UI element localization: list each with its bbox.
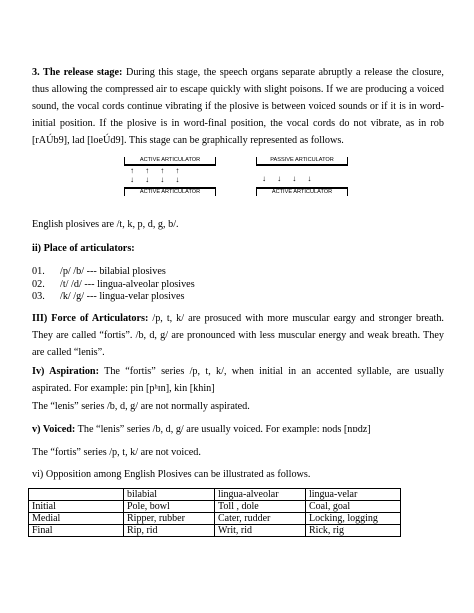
down-arrows-left: ↓ ↓ ↓ ↓ — [130, 175, 180, 184]
release-stage-text: During this stage, the speech organs separate abruptly a release the closure, thus allowing the compressed air to escape quickly with slight poisons. If we are producing a voiced sound, the vocal cords continue vibrating if the plosive is between voiced sounds or if it is in word-initial position. If the plosive is in word-final position, the vocal cords do not vibrate, as in rob [rAÚb9], lad [loeÚd9]. This stage can be graphically represented as follows. — [32, 67, 444, 146]
place-list — [32, 266, 195, 304]
active-articulator-right-label: ACTIVE ARTICULATOR — [271, 189, 333, 195]
force-paragraph — [32, 310, 444, 361]
active-articulator-top-bar — [124, 157, 216, 166]
release-stage-paragraph — [32, 64, 444, 149]
list-item: 02. /t/ /d/ --- lingua-alveolar plosives — [32, 278, 195, 290]
passive-articulator-label: PASSIVE ARTICULATOR — [270, 157, 334, 163]
voiced-paragraph — [32, 421, 444, 438]
opposition-table — [28, 488, 401, 537]
list-item: 01. /p/ /b/ --- bilabial plosives — [32, 266, 166, 277]
active-articulator-top-label: ACTIVE ARTICULATOR — [139, 157, 201, 163]
place-heading: ii) Place of articulators: — [32, 243, 135, 254]
aspiration-paragraph — [32, 363, 444, 397]
aspiration-heading: Iv) Aspiration: — [32, 366, 99, 377]
release-diagram-left — [124, 157, 214, 199]
active-articulator-bottom-label: ACTIVE ARTICULATOR — [139, 189, 201, 195]
lenis-note: The “lenis” series /b, d, g/ are not normally aspirated. — [32, 401, 250, 412]
up-arrows: ↑ ↑ ↑ ↑ — [130, 166, 180, 175]
passive-articulator-bar — [256, 157, 348, 166]
table-header-row: bilabial lingua-alveolar lingua-velar — [29, 489, 401, 501]
table-row: Medial Ripper, rubber Cater, rudder Locking, logging — [29, 513, 401, 525]
force-heading: III) Force of Articulators: — [32, 313, 149, 324]
voiced-heading: v) Voiced: — [32, 424, 76, 435]
table-row: Initial Pole, bowl Toll , dole Coal, goal — [29, 501, 401, 513]
aspiration-text: The “fortis” series /p, t, k/, when initial in an accented syllable, are usually aspirated. For example: pin [pʰɪn], kin [khin] — [32, 366, 444, 394]
opposition-intro: vi) Opposition among English Plosives can be illustrated as follows. — [32, 469, 311, 480]
active-articulator-bottom-bar — [124, 187, 216, 196]
voiced-text: The “lenis” series /b, d, g/ are usually voiced. For example: nods [nɒdz] — [75, 424, 371, 435]
list-item: 03. /k/ /g/ --- lingua-velar plosives — [32, 291, 185, 302]
down-arrows-right: ↓ ↓ ↓ ↓ — [262, 174, 312, 183]
fortis-note: The “fortis” series /p, t, k/ are not voiced. — [32, 447, 201, 458]
plosives-line: English plosives are /t, k, p, d, g, b/. — [32, 219, 179, 230]
release-stage-heading: 3. The release stage: — [32, 67, 123, 78]
release-diagram-right — [256, 157, 346, 199]
force-text: /p, t, k/ are prosuced with more muscular eargy and stronger breath. They are called “fortis”. /b, d, g/ are pronounced with less muscular energy and weak breath. They are called “lenis”. — [32, 313, 444, 358]
table-row: Final Rip, rid Writ, rid Rick, rig — [29, 525, 401, 537]
active-articulator-right-bar — [256, 187, 348, 196]
